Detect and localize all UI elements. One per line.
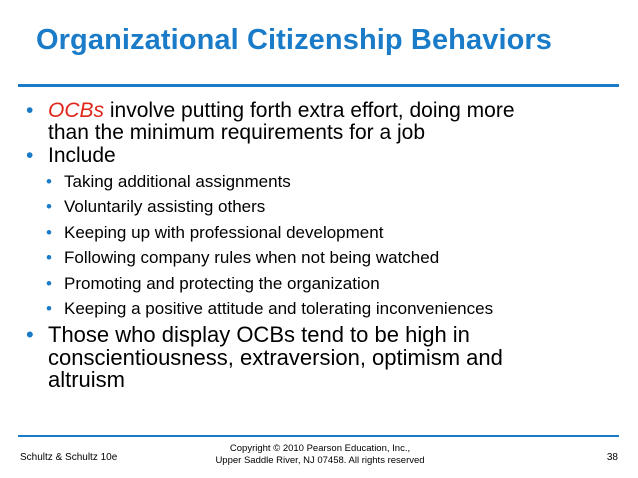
title-divider [18, 84, 619, 87]
ocbs-term: OCBs [48, 99, 105, 122]
bullet-ocbs-definition [20, 100, 620, 143]
slide-title: Organizational Citizenship Behaviors [36, 24, 553, 56]
bullet-ocb-traits [20, 324, 620, 392]
sub-bullet-dot-icon: • [46, 222, 52, 242]
bullet-include [20, 145, 620, 167]
copyright-line2: Upper Saddle River, NJ 07458. All rights reserved [215, 455, 425, 466]
footer-divider [18, 435, 619, 437]
sub-bullet [20, 245, 620, 271]
bullet-dot-icon: • [26, 99, 34, 122]
footer-textbook: Schultz & Schultz 10e [20, 452, 118, 463]
sub-bullet-dot-icon: • [46, 171, 52, 191]
sub-bullet [20, 271, 620, 297]
sub-bullet-text: Taking additional assignments [64, 171, 291, 191]
ocbs-definition-text: involve putting forth extra effort, doing more [104, 99, 515, 122]
ocb-traits-line3: altruism [48, 367, 126, 393]
sub-bullet-dot-icon: • [46, 273, 52, 293]
bullet-dot-icon: • [26, 144, 34, 167]
bullet-dot-icon: • [26, 322, 34, 348]
sub-bullet-text: Following company rules when not being watched [64, 248, 440, 268]
include-text: Include [48, 144, 116, 167]
sub-bullet [20, 194, 620, 220]
ocb-traits-line1: Those who display OCBs tend to be high in [48, 322, 470, 348]
sub-bullet [20, 169, 620, 195]
sub-bullet-dot-icon: • [46, 197, 52, 217]
bullet-list [20, 100, 620, 394]
sub-bullet [20, 220, 620, 246]
sub-bullet-text: Promoting and protecting the organization [64, 273, 380, 293]
sub-bullet-text: Voluntarily assisting others [64, 197, 266, 217]
ocbs-definition-line2: than the minimum requirements for a job [48, 120, 426, 144]
ocb-traits-line2: conscientiousness, extraversion, optimism and [48, 344, 503, 370]
sub-bullet-text: Keeping a positive attitude and tolerating inconveniences [64, 299, 494, 319]
page-number: 38 [606, 452, 618, 463]
sub-bullet-dot-icon: • [46, 248, 52, 268]
sub-bullet-text: Keeping up with professional development [64, 222, 384, 242]
sub-bullet-dot-icon: • [46, 299, 52, 319]
sub-bullet [20, 296, 620, 322]
copyright-line1: Copyright © 2010 Pearson Education, Inc., [229, 443, 411, 454]
footer-copyright [200, 443, 440, 467]
